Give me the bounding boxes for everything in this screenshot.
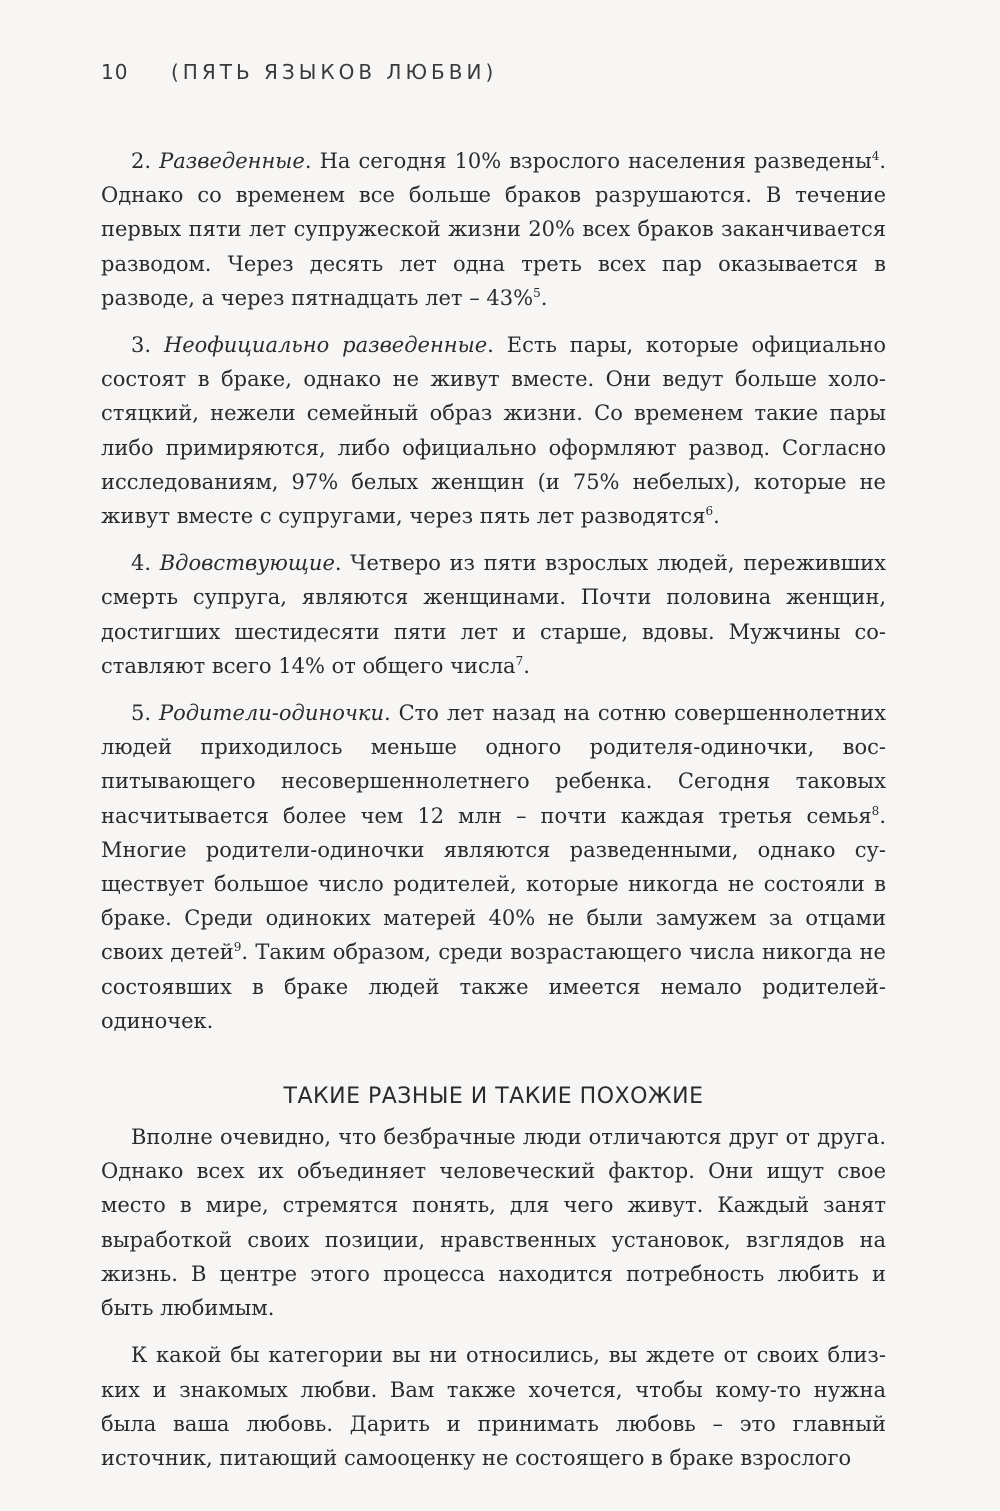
footnote-ref: 9	[233, 940, 242, 955]
section-heading: ТАКИЕ РАЗНЫЕ И ТАКИЕ ПОХОЖИЕ	[283, 1084, 704, 1110]
list-item-unofficially-divorced: 3. Неофициально разведенные. Есть пары, которые официально состоят в браке, однако не живут вместе. Они ведут больше холостяцкий, нежели семейный образ жизни. Со временем такие пары либо примиряются, либо официально оформляют развод. Согласно исследованиям, 97% белых женщин (и 75% небелых), которые не живут вместе с супругами, через пять лет разводятся$^6$.	[101, 333, 887, 529]
footnote-ref: 8	[871, 803, 880, 818]
footnote-ref: 5	[533, 285, 541, 300]
section-paragraph: К какой бы категории вы ни относились, вы ждете от своих близких и знакомых любви. Вам также хочется, чтобы кому-то нужна была ваша любовь. Дарить и принимать любовь – это главный источник, питающий самооценку не состоящего в браке взрослого	[101, 1343, 886, 1470]
item-text: На сегодня 10% взрослого населения разведены	[319, 149, 872, 173]
item-text: Есть пары, которые официально состоят в браке, однако не живут вместе. Они ведут больше холостяцкий, нежели семейный образ жизни. Со временем такие пары либо примиряются, либо официально оформляют развод. Согласно исследованиям, 97% белых женщин (и 75% небелых), которые не живут вместе с супругами, через пять лет разводятся	[101, 333, 887, 529]
item-term: Вдовствующие	[159, 551, 335, 576]
item-term: Разведенные	[159, 149, 305, 173]
list-item-single-parents: 5. Родители-одиночки. Сто лет назад на сотню совершеннолетних людей приходилось меньше одного родителя-одиночки, воспитывающего несовершеннолетнего ребенка. Сегодня таковых насчитывается более чем 12 млн – почти каждая третья семья$^8$. Многие родители-одиночки являются разведенными, однако существует большое число родителей, которые никогда не состояли в браке. Среди одиноких матерей 40% не были замужем за отцами своих детей$^9$. Таким образом, среди возрастающего числа никогда не состоявших в браке людей также имеется немало родителей-одиночек.	[101, 701, 886, 1033]
item-number: 5.	[131, 701, 159, 726]
running-head	[101, 60, 497, 84]
item-number: 4.	[131, 551, 160, 576]
footnote-ref: 6	[705, 504, 714, 519]
item-term: Родители-одиночки	[158, 701, 384, 726]
footnote-ref: 7	[515, 653, 524, 668]
page-number: 10	[101, 60, 129, 84]
footnote-ref: 4	[871, 149, 880, 163]
item-term: Неофициально разведенные	[163, 333, 488, 358]
body-text	[101, 144, 886, 1475]
item-number: 3.	[131, 333, 164, 358]
item-text: Четверо из пяти взрослых людей, переживших смерть супруга, являются женщинами. Почти половина женщин, достигших шестидесяти пяти лет и старше, вдовы. Мужчины составляют всего 14% от общего числа	[101, 551, 886, 678]
book-title: (ПЯТЬ ЯЗЫКОВ ЛЮБВИ)	[171, 60, 498, 84]
item-number: 2.	[131, 149, 160, 173]
item-text: Сто лет назад на сотню совершеннолетних людей приходилось меньше одного родителя-одиночки, воспитывающего несовершеннолетнего ребенка. Сегодня таковых насчитывается более чем 12 млн – почти каждая третья семья	[101, 701, 886, 828]
list-item-widowed: 4. Вдовствующие. Четверо из пяти взрослых людей, переживших смерть супруга, являются женщинами. Почти половина женщин, достигших шестидесяти пяти лет и старше, вдовы. Мужчины составляют всего 14% от общего числа$^7$.	[101, 551, 886, 678]
section-paragraph: Вполне очевидно, что безбрачные люди отличаются друг от друга. Однако всех их объединяет человеческий фактор. Они ищут свое место в мире, стремятся понять, для чего живут. Каждый занят выработкой своих позиции, нравственных установок, взглядов на жизнь. В центре этого процесса находится потребность любить и быть любимым.	[101, 1125, 886, 1321]
list-item-divorced: 2. Разведенные. На сегодня 10% взрослого населения разведены$^4$. Однако со временем все больше браков разрушаются. В течение первых пяти лет супружеской жизни 20% всех браков заканчивается разводом. Через десять лет одна треть всех пар оказывается в разводе, а через пятнадцать лет – 43%$^5$.	[101, 149, 887, 310]
